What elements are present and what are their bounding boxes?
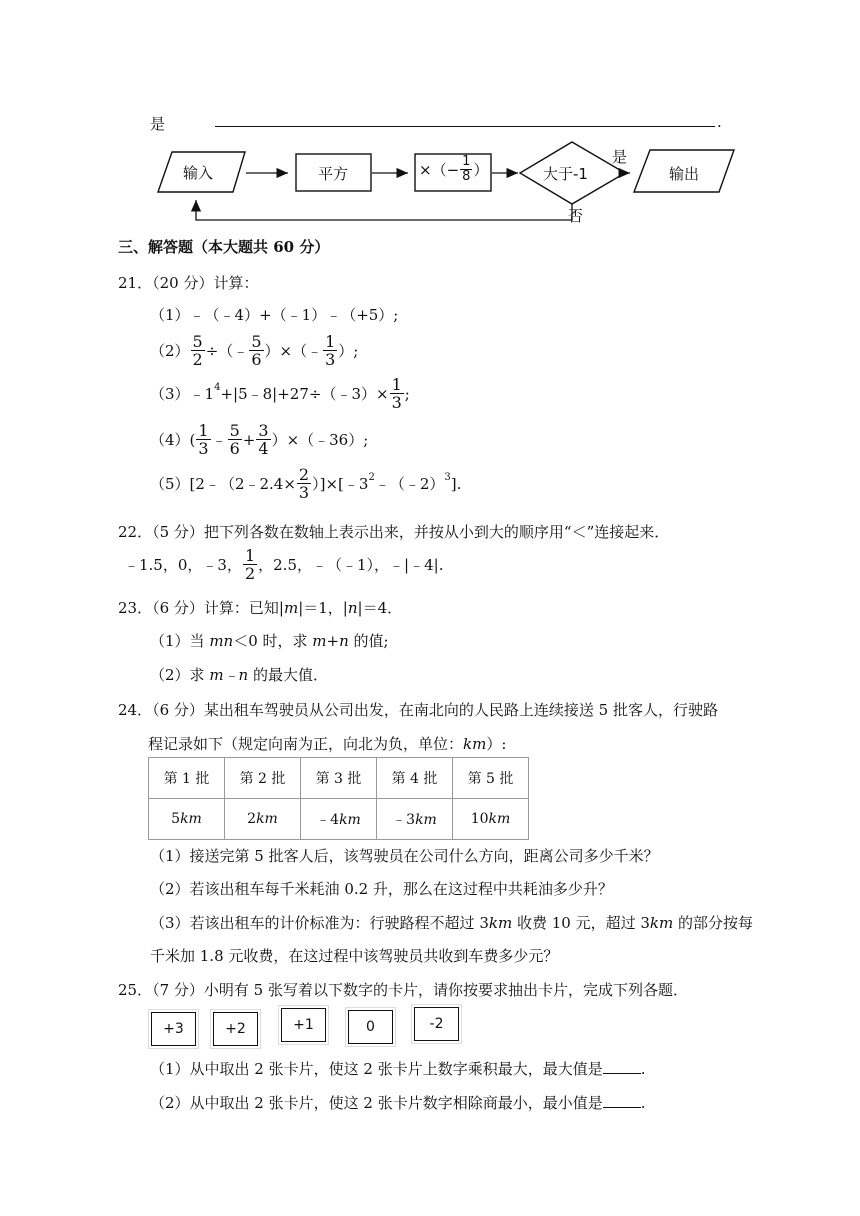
table-header-cell: 第 5 批 [453,758,529,799]
answer-blank[interactable] [603,1093,641,1108]
flow-input-label: 输入 [183,164,214,182]
flowchart [150,140,750,230]
fraction-numerator: 1 [325,332,336,351]
text: 的最大值． [248,666,328,684]
expr-mid: +|5﹣8|+27÷（﹣3）× [220,385,389,403]
table-header-cell: 第 3 批 [301,758,377,799]
fraction [249,333,263,368]
loop-back-line [196,200,572,220]
fraction-numerator: 1 [462,154,471,169]
answer-end-period: . [717,113,722,131]
unit: km [339,812,361,828]
cell-value: 10 [470,811,489,827]
fraction [390,376,404,411]
q21-part4 [150,422,368,457]
multiply-sign: − [446,160,460,179]
var-n: n [347,599,358,617]
var-mn: mn [209,632,234,650]
fraction-numerator: 5 [229,421,240,440]
q21-part2 [150,333,358,368]
q22-numbers [124,547,443,582]
fraction-denominator: 8 [462,169,471,184]
fraction-numerator: 1 [244,546,256,565]
fraction [228,422,242,457]
answer-blank-line[interactable] [215,126,715,127]
number-card[interactable]: +3 [151,1012,196,1046]
q21-part5 [150,466,461,501]
unit: km [649,914,674,932]
expr-pre: （4）( [150,431,196,449]
fraction-numerator: 5 [192,332,203,351]
q21-title: 21．（20 分）计算： [118,274,259,292]
q21-part1: （1）﹣（﹣4）+（﹣1）﹣（+5）; [150,306,399,324]
fraction [256,422,270,457]
unit: km [415,812,437,828]
section-heading: 三、解答题（本大题共 60 分） [118,238,330,256]
expr-mid: ﹣（﹣2） [374,475,445,493]
operator: ÷（﹣ [205,342,249,360]
fraction-denominator: 3 [325,350,336,369]
fraction [196,422,210,457]
numbers-post: ，2.5，﹣（﹣1），﹣|﹣4|. [258,556,444,574]
q24-line2 [148,733,506,754]
text: 程记录如下（规定向南为正，向北为负，单位： [148,735,464,753]
fraction-denominator: 2 [244,564,256,583]
text: （1）从中取出 2 张卡片，使这 2 张卡片上数字乘积最大，最大值是 [150,1060,603,1078]
var-m: m [283,599,299,617]
exponent: 4 [214,382,221,393]
q24-sub1: （1）接送完第 5 批客人后，该驾驶员在公司什么方向，距离公司多少千米？ [150,847,659,865]
q25-title: 25．（7 分）小明有 5 张写着以下数字的卡片，请你按要求抽出卡片，完成下列各题． [118,981,688,999]
text: （1）当 [150,632,210,650]
unit: km [180,811,202,827]
unit: km [463,735,487,753]
fraction-denominator: 6 [229,439,240,458]
fraction-denominator: 4 [258,439,269,458]
table-cell [225,799,301,840]
table-header-cell: 第 1 批 [149,758,225,799]
numbers-pre: ﹣1.5，0，﹣3， [124,556,242,574]
fraction-denominator: 6 [251,350,262,369]
q25-sub2 [150,1092,646,1113]
fraction-denominator: 3 [298,483,310,502]
number-card[interactable]: +1 [281,1008,326,1042]
q24-sub3b: 千米加 1.8 元收费，在这过程中该驾驶员共收到车费多少元？ [150,947,559,965]
text: |＝4． [357,599,403,617]
flow-yes-label: 是 [612,148,628,166]
table-cell [377,799,453,840]
fraction-denominator: 3 [391,393,402,412]
cell-value: 2 [247,811,257,827]
q23-sub2 [150,664,328,685]
flow-condition-label: 大于-1 [543,165,588,183]
q24-sub3a [150,912,753,933]
q24-sub2: （2）若该出租车每千米耗油 0.2 升，那么在这过程中共耗油多少升？ [150,880,613,898]
fraction-numerator: 2 [298,465,310,484]
fraction-denominator: 2 [192,350,203,369]
expr-pre: （5）[2﹣（2﹣2.4× [150,475,296,493]
exponent: 2 [368,472,375,483]
fraction-numerator: 1 [198,421,209,440]
flow-output-label: 输出 [669,165,700,183]
text: ）: [486,735,507,753]
answer-prefix: 是 [150,115,166,133]
end: ; [404,384,410,403]
text: （2）从中取出 2 张卡片，使这 2 张卡片数字相除商最小，最小值是 [150,1094,603,1112]
fraction [460,155,472,184]
answer-blank[interactable] [603,1059,641,1074]
mileage-table [148,757,529,840]
fraction [323,333,337,368]
q23-title [118,597,402,618]
fraction-numerator: 1 [391,375,402,394]
q21-part3 [150,376,410,411]
end: ]. [450,474,462,493]
number-card[interactable]: -2 [414,1007,459,1041]
flow-square-label: 平方 [318,165,349,183]
fraction-numerator: 5 [251,332,262,351]
text: |＝1，| [298,599,348,617]
fraction [243,547,257,582]
operator: + [242,430,256,449]
fraction-denominator: 3 [198,439,209,458]
cell-value: ﹣3 [392,812,416,828]
table-cell [149,799,225,840]
expr-pre: （3）﹣1 [150,385,215,403]
table-header-row [149,758,529,799]
fraction [297,466,311,501]
expr-mid: ）]×[﹣3 [312,475,369,493]
expr-m-plus-n: m+n [312,632,349,650]
q24-line1: 24．（6 分）某出租车驾驶员从公司出发，在南北向的人民路上连续接送 5 批客人，行驶路 [118,701,718,719]
text: . [640,1060,646,1078]
operator: ）×（﹣ [264,342,323,360]
text: （2）求 [150,666,210,684]
text: . [640,1094,646,1112]
end: ）×（﹣36）; [271,431,369,449]
fraction-numerator: 3 [258,421,269,440]
cell-value: ﹣4 [316,812,340,828]
fraction [191,333,205,368]
operator: ﹣ [211,431,227,449]
table-cell [301,799,377,840]
part-label: （2） [150,342,190,360]
number-card[interactable]: 0 [348,1010,393,1044]
q25-sub1 [150,1058,646,1079]
unit: km [488,811,511,827]
multiply-post: ） [473,161,489,179]
unit: km [488,914,513,932]
text: （3）若该出租车的计价标准为：行驶路程不超过 3 [150,914,489,932]
unit: km [256,811,278,827]
text: 23．（6 分）计算：已知| [118,599,284,617]
flow-multiply-label [419,155,488,184]
exponent: 3 [444,472,451,483]
cell-value: 5 [171,811,181,827]
expr-m-minus-n: m﹣n [209,666,249,684]
number-card[interactable]: +2 [213,1012,258,1046]
text: ＜0 时，求 [233,632,313,650]
table-cell [453,799,529,840]
end: ）; [338,342,359,360]
q22-title: 22．（5 分）把下列各数在数轴上表示出来，并按从小到大的顺序用“＜”连接起来． [118,523,670,541]
multiply-pre: ×（ [419,161,447,179]
q23-sub1 [150,630,389,651]
flow-no-label: 否 [568,207,584,225]
text: 的值; [348,632,389,650]
table-header-cell: 第 2 批 [225,758,301,799]
text: 收费 10 元，超过 3 [512,914,650,932]
text: 的部分按每 [673,914,754,932]
table-row [149,799,529,840]
table-header-cell: 第 4 批 [377,758,453,799]
